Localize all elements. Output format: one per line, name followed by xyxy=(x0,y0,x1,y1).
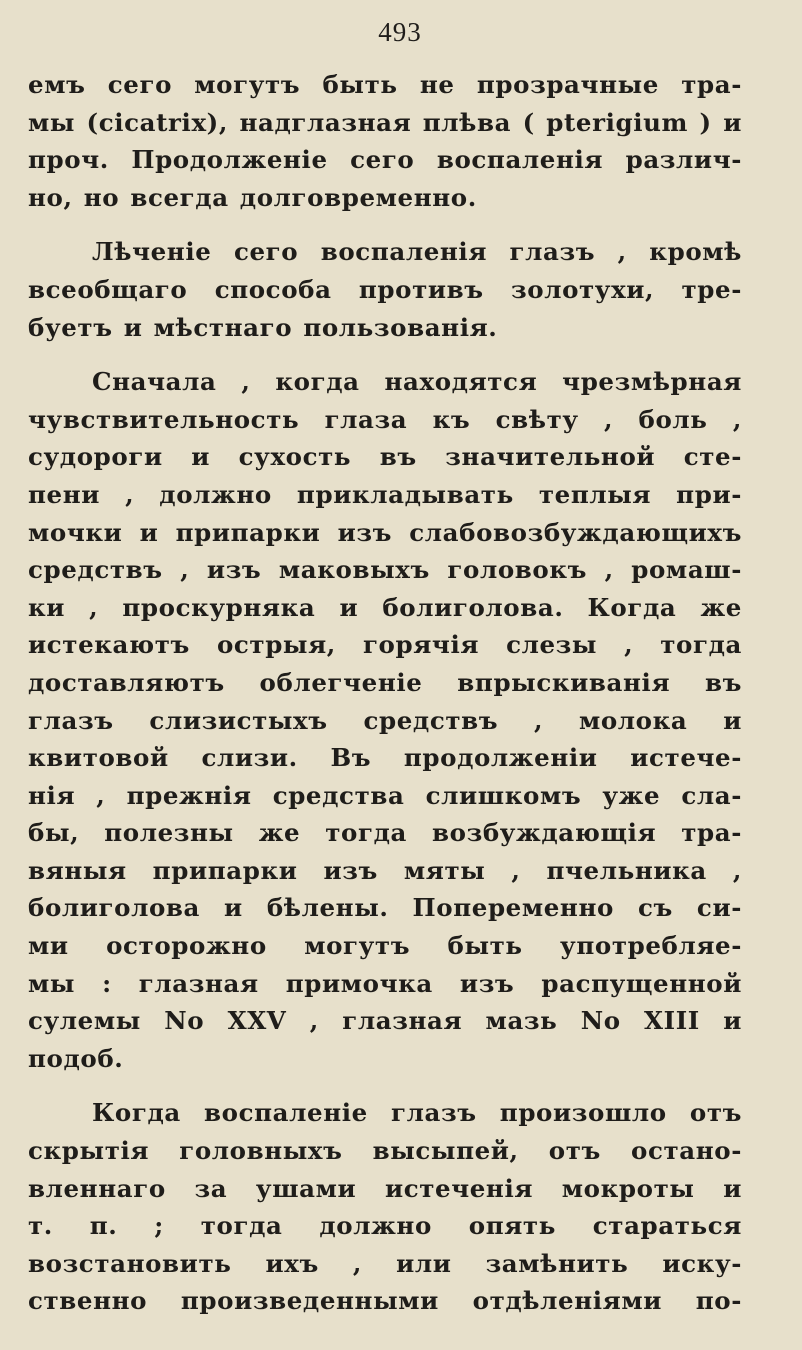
paragraph-3 xyxy=(28,363,742,1077)
text-line: судороги и сухость въ значительной сте- xyxy=(28,442,742,472)
text-line: буетъ и мѣстнаго пользованія. xyxy=(28,312,498,342)
text-line: вяныя припарки изъ мяты , пчельника , xyxy=(28,855,742,885)
text-line: мы : глазная примочка изъ распущенной xyxy=(28,968,742,998)
text-line: нія , прежнія средства слишкомъ уже сла- xyxy=(28,780,742,810)
text-line: Сначала , когда находятся чрезмѣрная xyxy=(92,367,742,397)
text-line: скрытія головныхъ высыпей, отъ остано- xyxy=(28,1136,742,1166)
text-line: ки , проскурняка и болиголова. Когда же xyxy=(28,592,742,622)
text-line: мочки и припарки изъ слабовозбуждающихъ xyxy=(28,517,742,547)
text-line: емъ сего могутъ быть не прозрачные тра- xyxy=(28,70,742,99)
text-line: всеобщаго способа противъ золотухи, тре- xyxy=(28,274,742,304)
text-line: т. п. ; тогда должно опять стараться xyxy=(28,1211,742,1241)
paragraph-2 xyxy=(28,233,742,346)
text-line: чувствительность глаза къ свѣту , боль , xyxy=(28,404,742,434)
paragraph-gap xyxy=(28,346,742,363)
text-line: сулемы No XXV , глазная мазь No XIII и xyxy=(28,1006,742,1036)
text-line: пени , должно прикладывать теплыя при- xyxy=(28,479,742,509)
text-line: вленнаго за ушами истеченія мокроты и xyxy=(28,1173,742,1203)
text-line: проч. Продолженіе сего воспаленія различ- xyxy=(28,145,742,175)
paragraph-gap xyxy=(28,1077,742,1094)
text-line: доставляютъ облегченіе впрыскиванія въ xyxy=(28,667,742,697)
text-line: истекаютъ острыя, горячія слезы , тогда xyxy=(28,630,742,660)
text-line: средствъ , изъ маковыхъ головокъ , ромаш- xyxy=(28,555,742,585)
text-line: бы, полезны же тогда возбуждающія тра- xyxy=(28,818,742,848)
text-line: глазъ слизистыхъ средствъ , молока и xyxy=(28,705,742,735)
text-line: возстановить ихъ , или замѣнить иску- xyxy=(28,1248,742,1278)
text-line: ственно произведенными отдѣленіями по- xyxy=(28,1286,742,1316)
text-line: но, но всегда долговременно. xyxy=(28,182,477,212)
text-line: ми осторожно могутъ быть употребляе- xyxy=(28,931,742,961)
paragraph-4 xyxy=(28,1094,742,1320)
paragraph-1 xyxy=(28,66,742,216)
text-line: болиголова и бѣлены. Попеременно съ си- xyxy=(28,893,742,923)
text-line: квитовой слизи. Въ продолженіи истече- xyxy=(28,743,742,773)
text-line: мы (cicatrix), надглазная плѣва ( pterigium ) и xyxy=(28,107,742,137)
text-line: Когда воспаленіе глазъ произошло отъ xyxy=(92,1098,742,1128)
text-line: подоб. xyxy=(28,1043,124,1073)
paragraph-gap xyxy=(28,216,742,233)
page-number: 493 xyxy=(378,17,422,47)
text-line: Лѣченіе сего воспаленія глазъ , кромѣ xyxy=(92,237,742,267)
